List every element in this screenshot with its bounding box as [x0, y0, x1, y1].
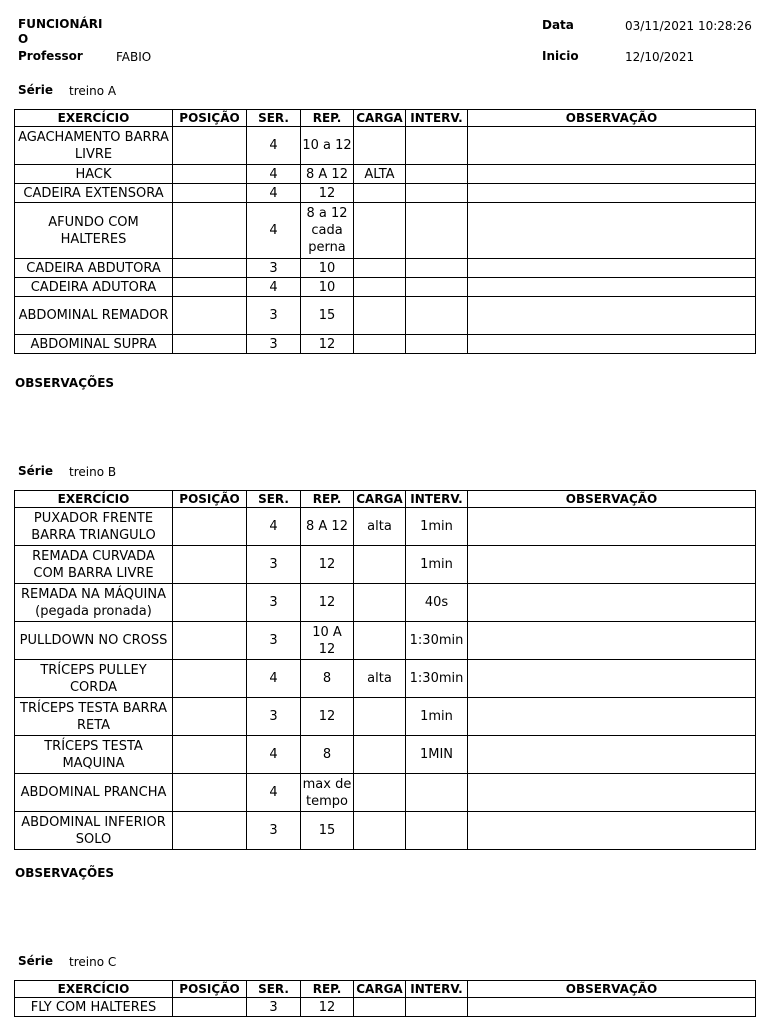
cell-interv: 1:30min [406, 622, 468, 660]
cell-ser: 3 [247, 297, 301, 335]
table-header-row [15, 110, 756, 127]
cell-exercicio: TRÍCEPS TESTA MAQUINA [15, 736, 173, 774]
cell-carga [354, 335, 406, 354]
cell-posicao [173, 184, 247, 203]
cell-ser: 4 [247, 165, 301, 184]
column-header-ser: SER. [247, 981, 301, 998]
cell-rep: 12 [301, 584, 354, 622]
cell-posicao [173, 660, 247, 698]
cell-rep: 15 [301, 812, 354, 850]
cell-carga: ALTA [354, 165, 406, 184]
column-header-carga: CARGA [354, 110, 406, 127]
cell-posicao [173, 278, 247, 297]
cell-ser: 3 [247, 998, 301, 1017]
cell-rep: 12 [301, 998, 354, 1017]
cell-observacao [468, 203, 756, 259]
professor-value: FABIO [116, 50, 152, 64]
cell-exercicio: AGACHAMENTO BARRA LIVRE [15, 127, 173, 165]
treino-b-table [14, 490, 756, 850]
column-header-observacao: OBSERVAÇÃO [468, 110, 756, 127]
column-header-posicao: POSIÇÃO [173, 981, 247, 998]
professor-label: Professor [18, 49, 83, 63]
cell-posicao [173, 335, 247, 354]
cell-posicao [173, 584, 247, 622]
table-row [15, 998, 756, 1017]
cell-exercicio: REMADA CURVADA COM BARRA LIVRE [15, 546, 173, 584]
cell-rep: 8 A 12 [301, 508, 354, 546]
cell-observacao [468, 660, 756, 698]
cell-posicao [173, 127, 247, 165]
funcionario-label: FUNCIONÁRIO [18, 17, 103, 46]
cell-interv: 1min [406, 698, 468, 736]
cell-interv [406, 165, 468, 184]
serie-b-name: treino B [69, 465, 117, 479]
cell-observacao [468, 165, 756, 184]
column-header-rep: REP. [301, 491, 354, 508]
cell-carga [354, 998, 406, 1017]
cell-ser: 4 [247, 184, 301, 203]
cell-observacao [468, 297, 756, 335]
cell-ser: 4 [247, 736, 301, 774]
cell-ser: 4 [247, 508, 301, 546]
table-row [15, 622, 756, 660]
cell-rep: 10 A 12 [301, 622, 354, 660]
cell-posicao [173, 698, 247, 736]
cell-carga [354, 622, 406, 660]
cell-exercicio: ABDOMINAL INFERIOR SOLO [15, 812, 173, 850]
table-row [15, 259, 756, 278]
cell-exercicio: PULLDOWN NO CROSS [15, 622, 173, 660]
table-header-row [15, 491, 756, 508]
column-header-interv: INTERV. [406, 491, 468, 508]
cell-interv [406, 184, 468, 203]
cell-ser: 3 [247, 546, 301, 584]
table-row [15, 278, 756, 297]
cell-ser: 3 [247, 698, 301, 736]
cell-carga [354, 546, 406, 584]
cell-exercicio: PUXADOR FRENTE BARRA TRIANGULO [15, 508, 173, 546]
serie-c-label: Série [18, 954, 53, 968]
cell-posicao [173, 508, 247, 546]
cell-interv [406, 812, 468, 850]
column-header-ser: SER. [247, 110, 301, 127]
cell-interv [406, 297, 468, 335]
serie-c-name: treino C [69, 955, 117, 969]
cell-exercicio: AFUNDO COM HALTERES [15, 203, 173, 259]
treino-a-table [14, 109, 756, 354]
cell-ser: 3 [247, 335, 301, 354]
column-header-carga: CARGA [354, 491, 406, 508]
cell-exercicio: CADEIRA ABDUTORA [15, 259, 173, 278]
column-header-exercicio: EXERCÍCIO [15, 981, 173, 998]
cell-interv [406, 278, 468, 297]
cell-exercicio: ABDOMINAL SUPRA [15, 335, 173, 354]
inicio-value: 12/10/2021 [625, 50, 695, 64]
column-header-observacao: OBSERVAÇÃO [468, 491, 756, 508]
cell-exercicio: FLY COM HALTERES [15, 998, 173, 1017]
cell-observacao [468, 278, 756, 297]
cell-observacao [468, 812, 756, 850]
cell-rep: 12 [301, 546, 354, 584]
cell-rep: 10 [301, 259, 354, 278]
cell-ser: 4 [247, 660, 301, 698]
cell-exercicio: CADEIRA ADUTORA [15, 278, 173, 297]
cell-rep: 10 a 12 [301, 127, 354, 165]
cell-carga [354, 774, 406, 812]
table-row [15, 508, 756, 546]
cell-carga: alta [354, 660, 406, 698]
cell-interv: 1MIN [406, 736, 468, 774]
cell-ser: 3 [247, 622, 301, 660]
cell-interv [406, 774, 468, 812]
cell-exercicio: CADEIRA EXTENSORA [15, 184, 173, 203]
cell-rep: 12 [301, 698, 354, 736]
cell-interv [406, 998, 468, 1017]
cell-rep: 8 [301, 660, 354, 698]
cell-ser: 4 [247, 127, 301, 165]
table-row [15, 774, 756, 812]
column-header-rep: REP. [301, 981, 354, 998]
observacoes-a-label: OBSERVAÇÕES [15, 376, 115, 390]
cell-posicao [173, 203, 247, 259]
cell-posicao [173, 165, 247, 184]
treino-c-table [14, 980, 756, 1017]
inicio-label: Inicio [542, 49, 579, 63]
column-header-exercicio: EXERCÍCIO [15, 110, 173, 127]
table-row [15, 736, 756, 774]
cell-observacao [468, 259, 756, 278]
cell-carga [354, 127, 406, 165]
cell-interv [406, 127, 468, 165]
cell-exercicio: HACK [15, 165, 173, 184]
cell-observacao [468, 184, 756, 203]
cell-interv: 1min [406, 508, 468, 546]
column-header-carga: CARGA [354, 981, 406, 998]
cell-carga [354, 584, 406, 622]
cell-exercicio: ABDOMINAL REMADOR [15, 297, 173, 335]
column-header-ser: SER. [247, 491, 301, 508]
cell-posicao [173, 546, 247, 584]
cell-rep: 12 [301, 335, 354, 354]
cell-observacao [468, 546, 756, 584]
cell-observacao [468, 127, 756, 165]
cell-interv [406, 203, 468, 259]
cell-observacao [468, 998, 756, 1017]
table-row [15, 660, 756, 698]
data-label: Data [542, 18, 574, 32]
column-header-interv: INTERV. [406, 110, 468, 127]
cell-exercicio: TRÍCEPS PULLEY CORDA [15, 660, 173, 698]
cell-carga [354, 698, 406, 736]
cell-posicao [173, 812, 247, 850]
cell-interv [406, 335, 468, 354]
column-header-posicao: POSIÇÃO [173, 110, 247, 127]
cell-carga [354, 297, 406, 335]
cell-posicao [173, 998, 247, 1017]
cell-observacao [468, 508, 756, 546]
serie-b-label: Série [18, 464, 53, 478]
cell-rep: 8 a 12 cada perna [301, 203, 354, 259]
table-row [15, 698, 756, 736]
cell-interv: 1:30min [406, 660, 468, 698]
cell-observacao [468, 622, 756, 660]
cell-rep: max de tempo [301, 774, 354, 812]
data-value: 03/11/2021 10:28:26 [625, 19, 752, 33]
cell-posicao [173, 297, 247, 335]
cell-ser: 4 [247, 774, 301, 812]
cell-carga [354, 278, 406, 297]
cell-exercicio: TRÍCEPS TESTA BARRA RETA [15, 698, 173, 736]
cell-observacao [468, 584, 756, 622]
table-row [15, 184, 756, 203]
cell-observacao [468, 774, 756, 812]
cell-posicao [173, 622, 247, 660]
cell-rep: 15 [301, 297, 354, 335]
cell-carga [354, 203, 406, 259]
cell-observacao [468, 335, 756, 354]
column-header-rep: REP. [301, 110, 354, 127]
cell-observacao [468, 698, 756, 736]
cell-posicao [173, 736, 247, 774]
table-row [15, 812, 756, 850]
column-header-observacao: OBSERVAÇÃO [468, 981, 756, 998]
cell-exercicio: ABDOMINAL PRANCHA [15, 774, 173, 812]
cell-interv: 40s [406, 584, 468, 622]
cell-ser: 3 [247, 259, 301, 278]
cell-rep: 8 A 12 [301, 165, 354, 184]
serie-a-name: treino A [69, 84, 117, 98]
cell-rep: 8 [301, 736, 354, 774]
cell-exercicio: REMADA NA MÁQUINA (pegada pronada) [15, 584, 173, 622]
table-row [15, 546, 756, 584]
column-header-exercicio: EXERCÍCIO [15, 491, 173, 508]
table-row [15, 203, 756, 259]
cell-ser: 3 [247, 812, 301, 850]
cell-carga [354, 259, 406, 278]
column-header-posicao: POSIÇÃO [173, 491, 247, 508]
column-header-interv: INTERV. [406, 981, 468, 998]
cell-ser: 4 [247, 203, 301, 259]
cell-ser: 3 [247, 584, 301, 622]
table-row [15, 297, 756, 335]
cell-carga [354, 736, 406, 774]
table-row [15, 335, 756, 354]
table-row [15, 127, 756, 165]
table-header-row [15, 981, 756, 998]
cell-interv [406, 259, 468, 278]
cell-posicao [173, 259, 247, 278]
cell-rep: 12 [301, 184, 354, 203]
table-row [15, 584, 756, 622]
cell-interv: 1min [406, 546, 468, 584]
cell-carga [354, 812, 406, 850]
cell-observacao [468, 736, 756, 774]
serie-a-label: Série [18, 83, 53, 97]
observacoes-b-label: OBSERVAÇÕES [15, 866, 115, 880]
cell-carga: alta [354, 508, 406, 546]
table-row [15, 165, 756, 184]
cell-rep: 10 [301, 278, 354, 297]
cell-carga [354, 184, 406, 203]
cell-ser: 4 [247, 278, 301, 297]
cell-posicao [173, 774, 247, 812]
